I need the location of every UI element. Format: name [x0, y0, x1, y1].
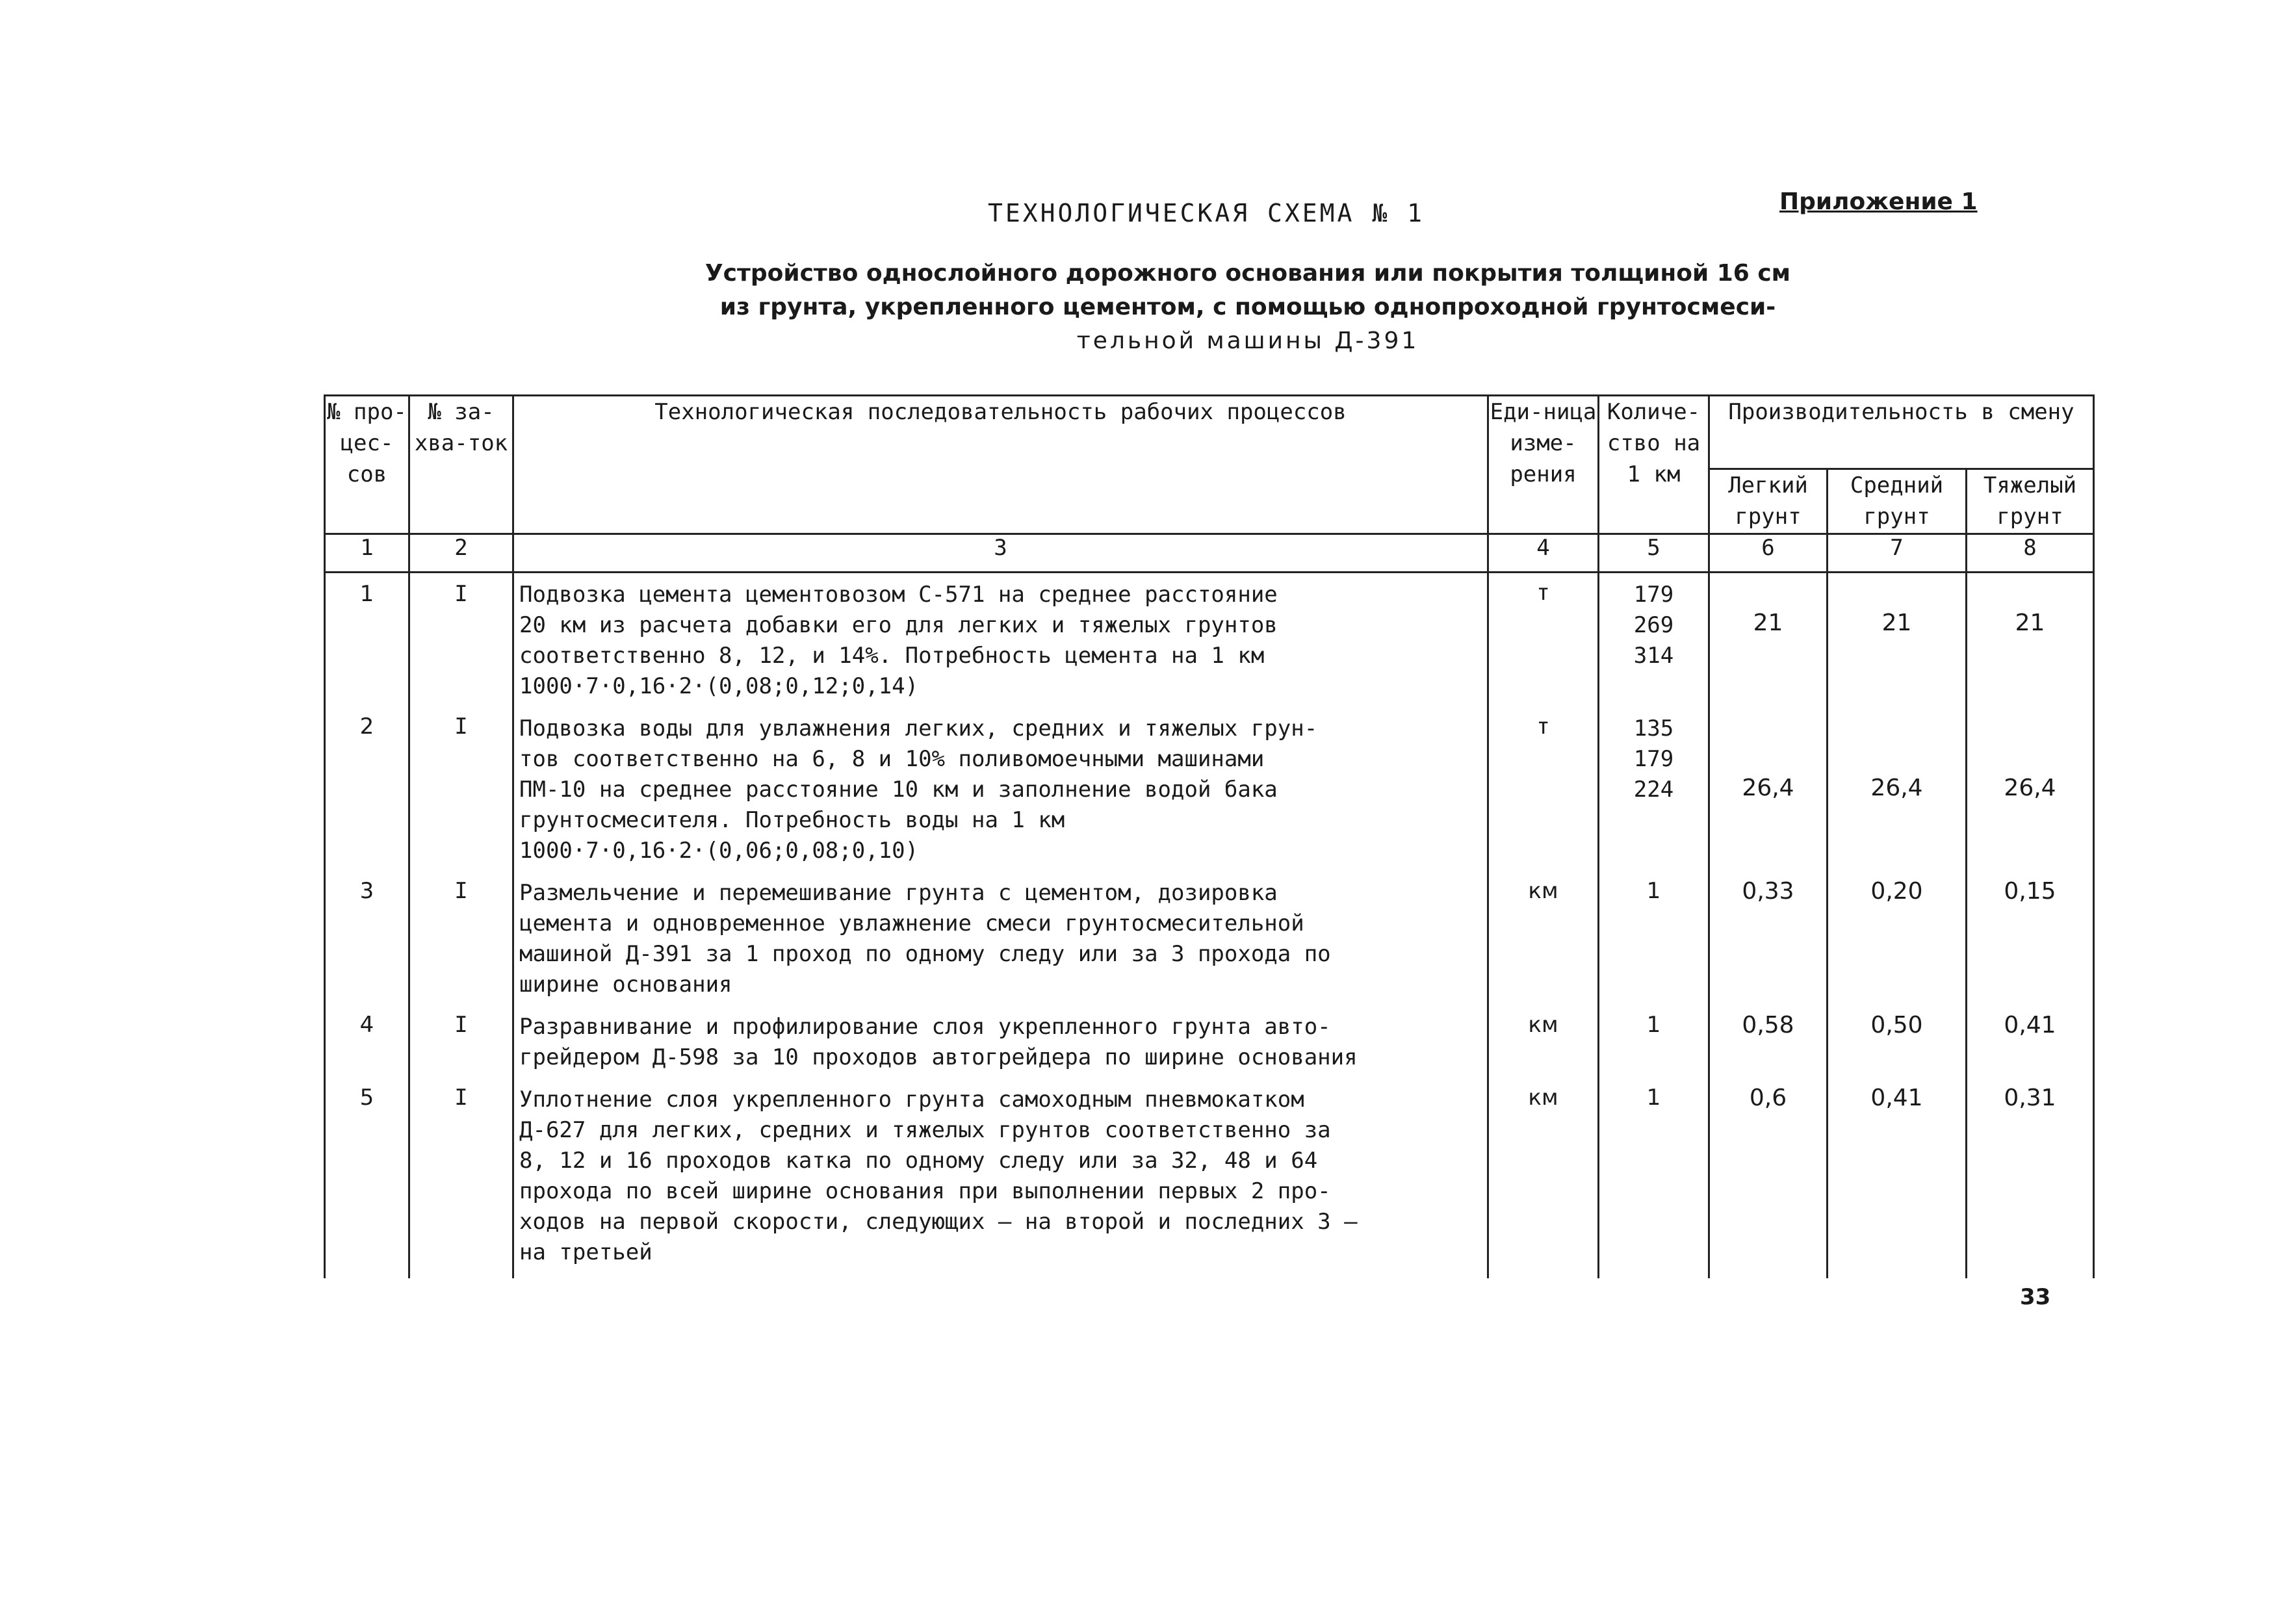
- quantity-value: 224: [1633, 777, 1674, 803]
- description-line: соответственно 8, 12, и 14%. Потребность цемента на 1 км: [519, 643, 1265, 669]
- document-subtitle: [682, 257, 1813, 358]
- quantity-value: 179: [1633, 746, 1674, 772]
- unit-cell: км: [1488, 1085, 1599, 1278]
- description-line: ширине основания: [519, 972, 732, 998]
- column-number-row: [325, 534, 2094, 573]
- quantity-cell: [1599, 573, 1709, 714]
- process-description: [513, 878, 1488, 1012]
- description-line: 20 км из расчета добавки его для легких и тяжелых грунтов: [519, 612, 1278, 638]
- description-line: тов соответственно на 6, 8 и 10% поливомоечными машинами: [519, 746, 1265, 772]
- light-soil-value: 0,6: [1709, 1085, 1828, 1278]
- header-quantity: Количе-ство на 1 км: [1599, 396, 1709, 534]
- quantity-value: 269: [1633, 612, 1674, 638]
- process-number: 4: [325, 1012, 409, 1085]
- table-row: [325, 878, 2094, 1012]
- table-row: [325, 573, 2094, 714]
- header-sequence: Технологическая последовательность рабочих процессов: [513, 396, 1488, 534]
- description-line: прохода по всей ширине основания при выполнении первых 2 про-: [519, 1178, 1331, 1204]
- light-soil-value: 26,4: [1709, 714, 1828, 878]
- heavy-soil-value: 26,4: [1967, 714, 2094, 878]
- description-line: ходов на первой скорости, следующих – на второй и последних 3 –: [519, 1209, 1358, 1235]
- light-soil-value: 0,33: [1709, 878, 1828, 1012]
- grip-number: I: [409, 1085, 513, 1278]
- table-row: [325, 1085, 2094, 1278]
- process-description: [513, 573, 1488, 714]
- subtitle-line: Устройство однослойного дорожного основания или покрытия толщиной 16 см: [704, 260, 1791, 287]
- unit-cell: т: [1488, 714, 1599, 878]
- header-heavy-soil: Тяжелый грунт: [1967, 469, 2094, 534]
- description-line: машиной Д-391 за 1 проход по одному следу или за 3 прохода по: [519, 941, 1331, 967]
- description-line: 1000·7·0,16·2·(0,08;0,12;0,14): [519, 673, 919, 699]
- quantity-cell: 1: [1599, 1012, 1709, 1085]
- page-number: 33: [2020, 1284, 2051, 1310]
- grip-number: I: [409, 714, 513, 878]
- process-number: 3: [325, 878, 409, 1012]
- column-number: 6: [1709, 534, 1828, 573]
- medium-soil-value: 0,50: [1828, 1012, 1967, 1085]
- table-row: [325, 714, 2094, 878]
- quantity-value: 314: [1633, 643, 1674, 669]
- header-process-no: № про-цес-сов: [325, 396, 409, 534]
- heavy-soil-value: 21: [1967, 573, 2094, 714]
- subtitle-line: тельной машины Д-391: [1076, 328, 1419, 354]
- column-number: 5: [1599, 534, 1709, 573]
- process-description: [513, 714, 1488, 878]
- description-line: на третьей: [519, 1239, 653, 1265]
- description-line: Подвозка воды для увлажнения легких, средних и тяжелых грун-: [519, 715, 1318, 741]
- description-line: Подвозка цемента цементовозом С-571 на среднее расстояние: [519, 582, 1278, 608]
- column-number: 8: [1967, 534, 2094, 573]
- medium-soil-value: 26,4: [1828, 714, 1967, 878]
- header-productivity: Производительность в смену: [1709, 396, 2094, 469]
- medium-soil-value: 0,41: [1828, 1085, 1967, 1278]
- process-table: [324, 394, 2095, 1278]
- description-line: Д-627 для легких, средних и тяжелых грунтов соответственно за: [519, 1117, 1331, 1143]
- quantity-cell: 1: [1599, 1085, 1709, 1278]
- unit-cell: т: [1488, 573, 1599, 714]
- light-soil-value: 21: [1709, 573, 1828, 714]
- unit-cell: км: [1488, 1012, 1599, 1085]
- column-number: 7: [1828, 534, 1967, 573]
- description-line: цемента и одновременное увлажнение смеси грунтосмесительной: [519, 910, 1304, 936]
- description-line: грейдером Д-598 за 10 проходов автогрейдера по ширине основания: [519, 1044, 1358, 1070]
- description-line: Уплотнение слоя укрепленного грунта самоходным пневмокатком: [519, 1087, 1304, 1113]
- quantity-value: 135: [1633, 715, 1674, 741]
- grip-number: I: [409, 1012, 513, 1085]
- subtitle-line: из грунта, укрепленного цементом, с помощью однопроходной грунтосмеси-: [719, 294, 1776, 320]
- heavy-soil-value: 0,41: [1967, 1012, 2094, 1085]
- heavy-soil-value: 0,31: [1967, 1085, 2094, 1278]
- process-description: [513, 1085, 1488, 1278]
- header-unit: Еди-ница изме-рения: [1488, 396, 1599, 534]
- description-line: грунтосмесителя. Потребность воды на 1 км: [519, 807, 1065, 833]
- quantity-cell: 1: [1599, 878, 1709, 1012]
- table-row: [325, 1012, 2094, 1085]
- unit-cell: км: [1488, 878, 1599, 1012]
- column-number: 3: [513, 534, 1488, 573]
- medium-soil-value: 21: [1828, 573, 1967, 714]
- column-number: 2: [409, 534, 513, 573]
- process-description: [513, 1012, 1488, 1085]
- appendix-label: Приложение 1: [1779, 188, 1978, 215]
- description-line: 1000·7·0,16·2·(0,06;0,08;0,10): [519, 838, 919, 864]
- medium-soil-value: 0,20: [1828, 878, 1967, 1012]
- description-line: Разравнивание и профилирование слоя укрепленного грунта авто-: [519, 1014, 1331, 1040]
- column-number: 1: [325, 534, 409, 573]
- column-number: 4: [1488, 534, 1599, 573]
- description-line: 8, 12 и 16 проходов катка по одному следу или за 32, 48 и 64: [519, 1148, 1318, 1174]
- light-soil-value: 0,58: [1709, 1012, 1828, 1085]
- quantity-cell: [1599, 714, 1709, 878]
- header-light-soil: Легкий грунт: [1709, 469, 1828, 534]
- process-number: 1: [325, 573, 409, 714]
- description-line: Размельчение и перемешивание грунта с цементом, дозировка: [519, 880, 1278, 906]
- process-number: 5: [325, 1085, 409, 1278]
- quantity-value: 179: [1633, 582, 1674, 608]
- grip-number: I: [409, 573, 513, 714]
- scheme-title: ТЕХНОЛОГИЧЕСКАЯ СХЕМА № 1: [988, 199, 1425, 227]
- grip-number: I: [409, 878, 513, 1012]
- header-medium-soil: Средний грунт: [1828, 469, 1967, 534]
- header-grip-no: № за-хва-ток: [409, 396, 513, 534]
- heavy-soil-value: 0,15: [1967, 878, 2094, 1012]
- description-line: ПМ-10 на среднее расстояние 10 км и заполнение водой бака: [519, 777, 1278, 803]
- process-number: 2: [325, 714, 409, 878]
